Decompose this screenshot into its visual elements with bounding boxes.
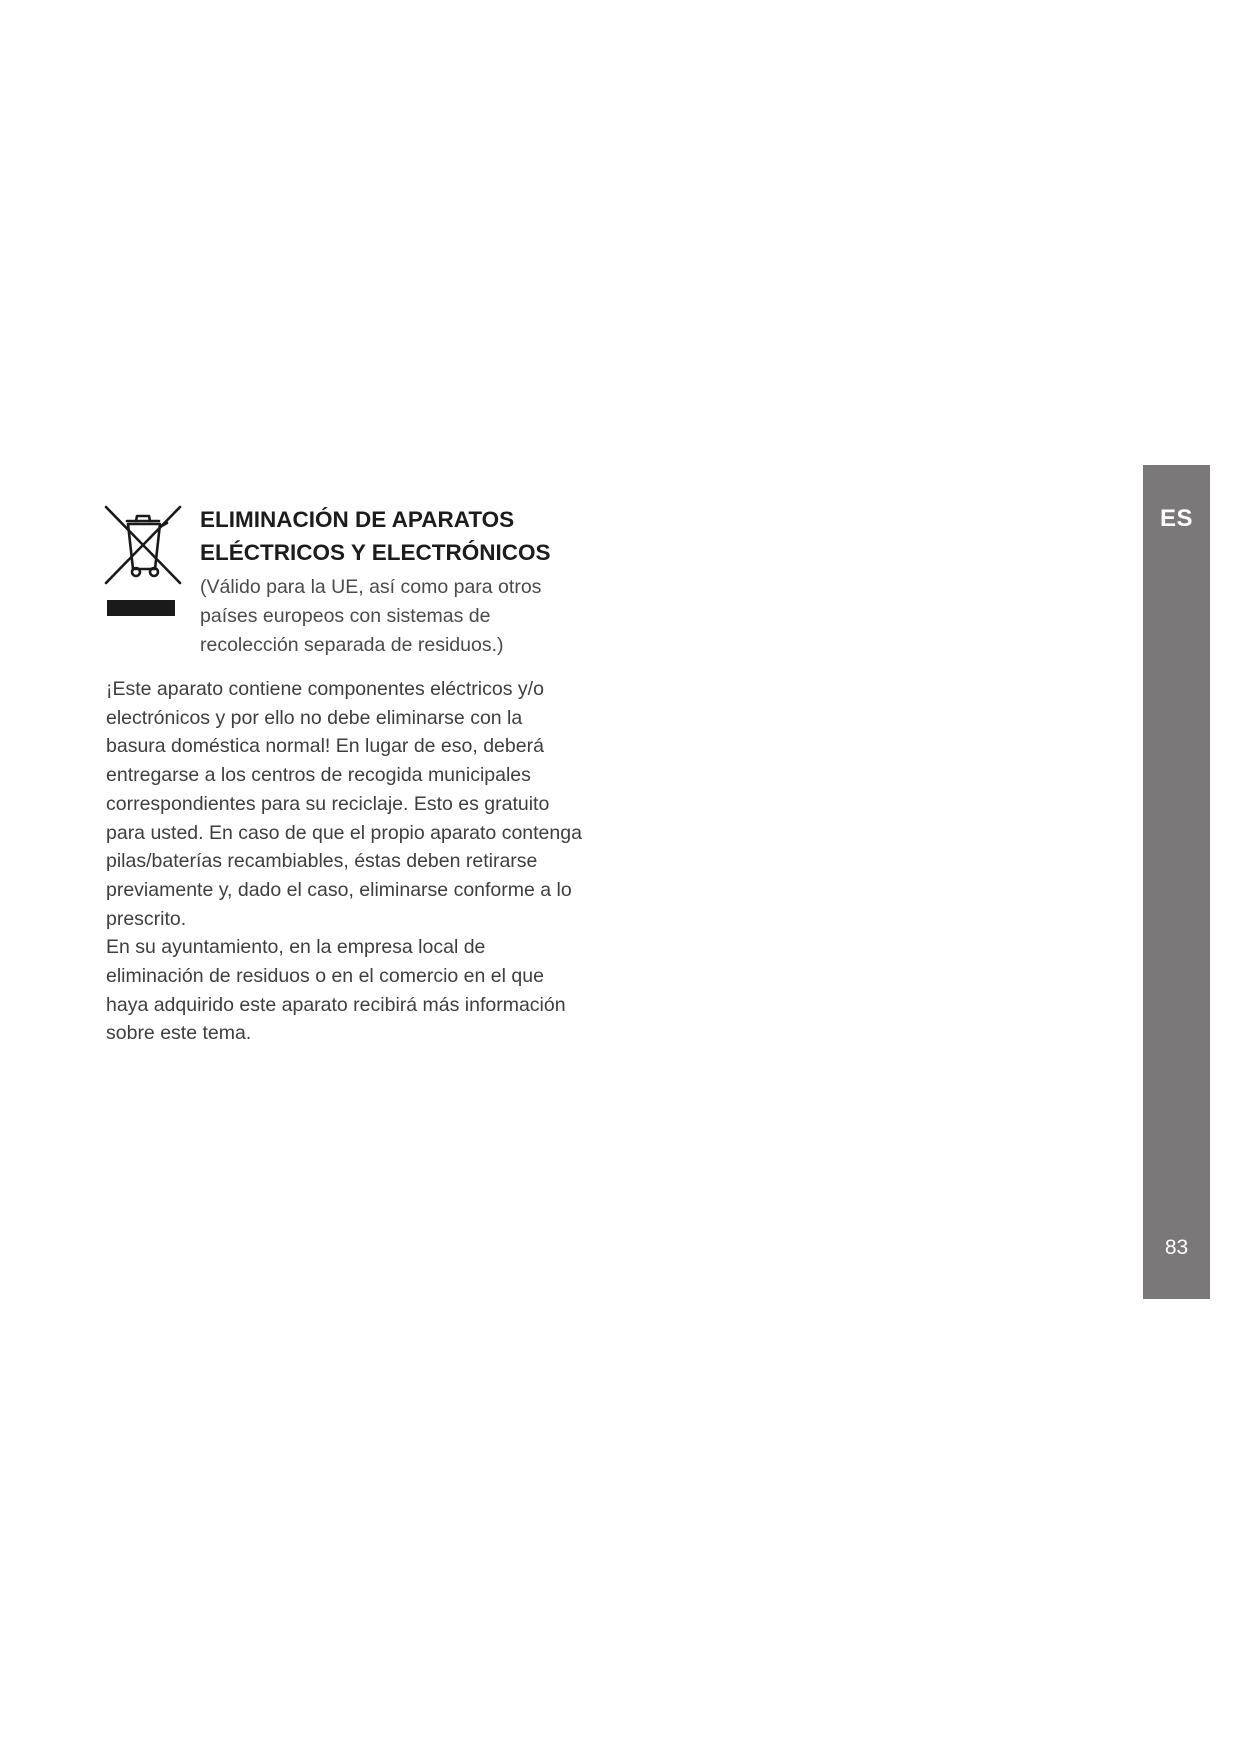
- heading-line: ELIMINACIÓN DE APARATOS: [200, 507, 515, 532]
- body-line: previamente y, dado el caso, eliminarse conforme a lo: [106, 878, 572, 901]
- body-line: prescrito.: [106, 907, 187, 930]
- body-line: entregarse a los centros de recogida municipales: [106, 764, 531, 787]
- body-line: basura doméstica normal! En lugar de eso, deberá: [106, 735, 544, 758]
- body-line: electrónicos y por ello no debe eliminarse con la: [106, 706, 523, 729]
- body-line: haya adquirido este aparato recibirá más información: [106, 993, 566, 1016]
- body-line: En su ayuntamiento, en la empresa local de: [106, 936, 486, 959]
- body-line: ¡Este aparato contiene componentes eléctricos y/o: [106, 678, 544, 700]
- heading-line: ELÉCTRICOS Y ELECTRÓNICOS: [200, 540, 551, 565]
- language-code: ES: [1159, 505, 1193, 532]
- disposal-instructions: [106, 675, 582, 1048]
- body-line: para usted. En caso de que el propio aparato contenga: [106, 821, 582, 844]
- body-line: eliminación de residuos o en el comercio en el que: [106, 965, 544, 988]
- body-line: pilas/baterías recambiables, éstas deben retirarse: [106, 850, 538, 873]
- page-number: 83: [1164, 1236, 1189, 1259]
- note-line: países europeos con sistemas de: [200, 605, 491, 627]
- language-side-tab: [1143, 465, 1210, 1299]
- validity-note: [200, 573, 541, 660]
- section-heading: [200, 503, 550, 569]
- body-line: sobre este tema.: [106, 1022, 252, 1045]
- crossed-out-wheelie-bin-icon: [103, 505, 183, 623]
- body-line: correspondientes para su reciclaje. Esto es gratuito: [106, 792, 550, 815]
- note-line: (Válido para la UE, así como para otros: [200, 576, 542, 598]
- note-line: recolección separada de residuos.): [200, 634, 504, 656]
